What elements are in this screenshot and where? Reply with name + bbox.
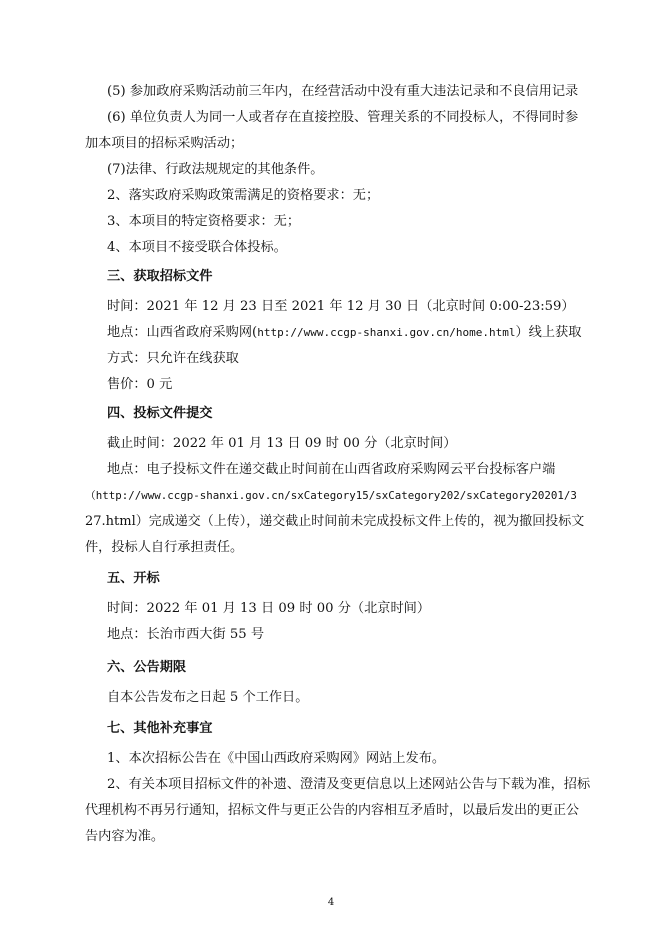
section-4-heading: 四、投标文件提交 [107, 406, 213, 421]
section-7-item-2-cont-1: 代理机构不再另行通知，招标文件与更正公告的内容相互矛盾时，以最后发出的更正公 [85, 803, 580, 818]
section-7-item-2: 2、有关本项目招标文件的补遗、澄清及变更信息以上述网站公告与下载为准，招标 [107, 777, 591, 792]
section-7-heading: 七、其他补充事宜 [107, 721, 213, 736]
section-5-heading: 五、开标 [107, 571, 160, 586]
policy-requirement: 2、落实政府采购政策需满足的资格要求：无； [107, 188, 380, 203]
requirement-6: (6) 单位负责人为同一人或者存在直接控股、管理关系的不同投标人，不得同时参 [107, 110, 579, 125]
section-4-deadline: 截止时间：2022 年 01 月 13 日 09 时 00 分（北京时间） [107, 436, 457, 451]
section-7-item-1: 1、本次招标公告在《中国山西政府采购网》网站上发布。 [107, 751, 446, 766]
section-4-cont-1: 27.html）完成递交（上传），递交截止时间前未完成投标文件上传的，视为撤回投标文 [85, 514, 585, 529]
specific-requirement: 3、本项目的特定资格要求：无； [107, 214, 301, 229]
section-7-item-2-cont-2: 告内容为准。 [85, 829, 165, 844]
requirement-7: (7)法律、行政法规规定的其他条件。 [107, 162, 324, 177]
section-3-place-url[interactable]: http://www.ccgp-shanxi.gov.cn/home.html [257, 326, 516, 339]
section-6-heading: 六、公告期限 [107, 660, 187, 675]
section-4-place: 地点：电子投标文件在递交截止时间前在山西省政府采购网云平台投标客户端 [107, 462, 556, 477]
consortium-note: 4、本项目不接受联合体投标。 [107, 240, 287, 255]
section-3-place-prefix: 地点：山西省政府采购网( [107, 325, 258, 340]
page-number: 4 [327, 897, 335, 908]
section-5-place: 地点：长治市西大街 55 号 [107, 627, 265, 642]
requirement-5: (5) 参加政府采购活动前三年内，在经营活动中没有重大违法记录和不良信用记录 [107, 84, 579, 99]
section-5-time: 时间：2022 年 01 月 13 日 09 时 00 分（北京时间） [107, 601, 431, 616]
section-4-url[interactable]: （http://www.ccgp-shanxi.gov.cn/sxCategory15/sxCategory202/sxCategory20201/3 [85, 489, 577, 502]
requirement-6-cont: 加本项目的招标采购活动； [85, 136, 244, 151]
section-3-price: 售价：0 元 [107, 377, 173, 392]
section-3-method: 方式：只允许在线获取 [107, 351, 239, 366]
section-3-place [107, 324, 607, 342]
section-3-time: 时间：2021 年 12 月 23 日至 2021 年 12 月 30 日（北京时间 0:00-23:59） [107, 299, 575, 314]
section-6-text: 自本公告发布之日起 5 个工作日。 [107, 690, 309, 705]
section-3-heading: 三、获取招标文件 [107, 269, 213, 284]
section-4-cont-2: 件，投标人自行承担责任。 [85, 540, 244, 555]
section-3-place-suffix: ）线上获取 [515, 325, 582, 340]
